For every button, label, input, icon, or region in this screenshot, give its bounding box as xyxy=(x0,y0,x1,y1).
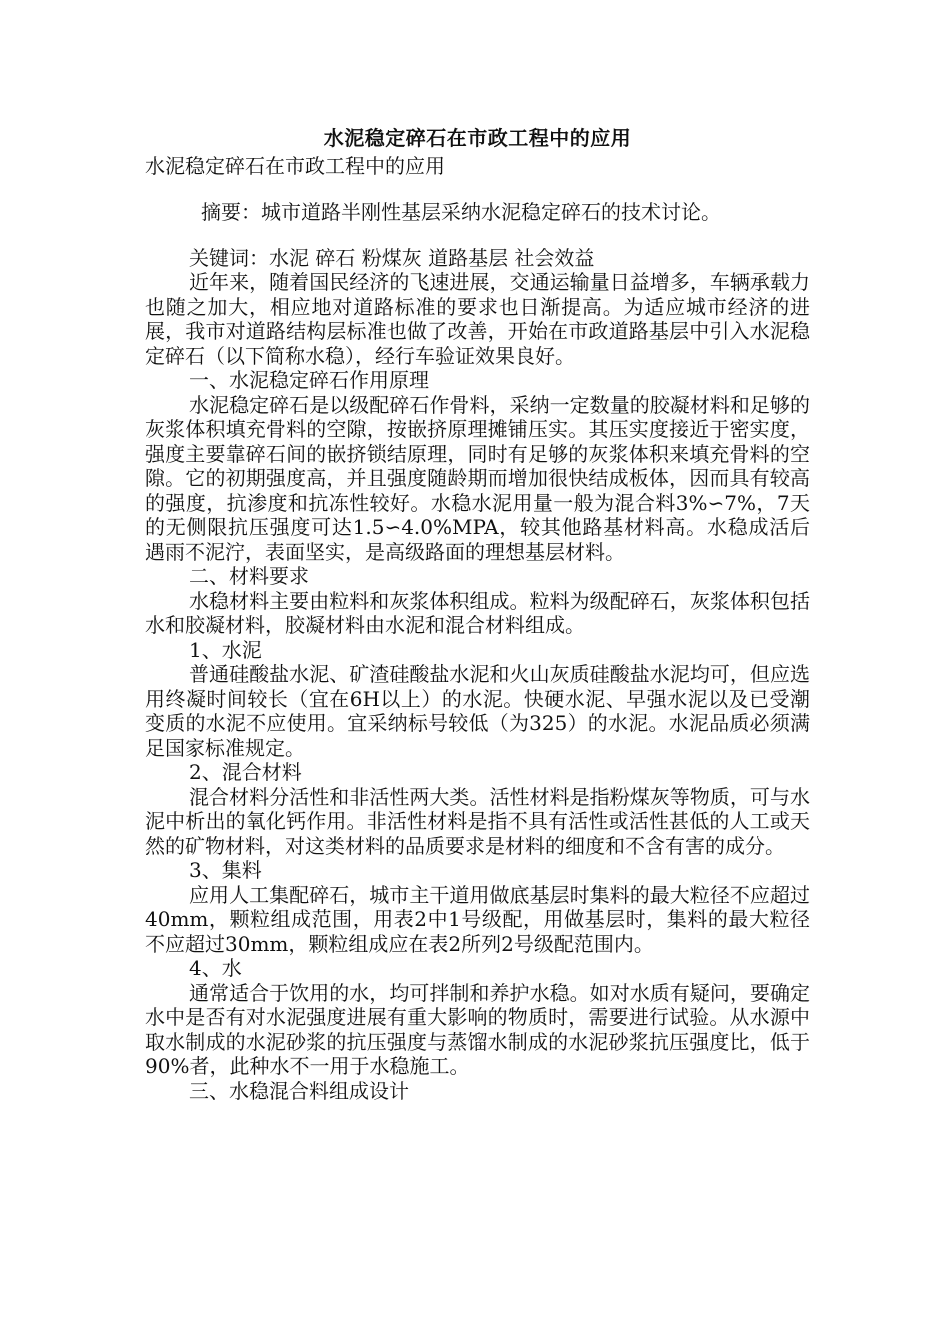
section-2-paragraph: 水稳材料主要由粒料和灰浆体积组成。粒料为级配碎石，灰浆体积包括水和胶凝材料，胶凝材料由水泥和混合材料组成。 xyxy=(145,588,810,637)
document-subtitle: 水泥稳定碎石在市政工程中的应用 xyxy=(145,154,445,178)
keywords-line: 关键词：水泥 碎石 粉煤灰 道路基层 社会效益 xyxy=(189,246,595,270)
item-2-paragraph: 混合材料分活性和非活性两大类。活性材料是指粉煤灰等物质，可与水泥中析出的氧化钙作用。非活性材料是指不具有活性或活性甚低的人工或天然的矿物材料，对这类材料的品质要求是材料的细度和不含有害的成分。 xyxy=(145,784,810,858)
section-3-heading: 三、水稳混合料组成设计 xyxy=(189,1078,409,1103)
document-title: 水泥稳定碎石在市政工程中的应用 xyxy=(323,126,632,150)
section-1-paragraph: 水泥稳定碎石是以级配碎石作骨料，采纳一定数量的胶凝材料和足够的灰浆体积填充骨料的空隙，按嵌挤原理摊铺压实。其压实度接近于密实度，强度主要靠碎石间的嵌挤锁结原理，同时有足够的灰浆体积来填充骨料的空隙。它的初期强度高，并且强度随龄期而增加很快结成板体，因而具有较高的强度，抗渗度和抗冻性较好。水稳水泥用量一般为混合料3%∽7%，7天的无侧限抗压强度可达1.5∽4.0%MPA，较其他路基材料高。水稳成活后遇雨不泥泞，表面坚实，是高级路面的理想基层材料。 xyxy=(145,392,810,564)
item-4-heading: 4、水 xyxy=(189,956,242,980)
item-2-heading: 2、混合材料 xyxy=(189,760,302,784)
intro-paragraph: 近年来，随着国民经济的飞速进展，交通运输量日益增多，车辆承载力也随之加大，相应地对道路标准的要求也日渐提高。为适应城市经济的进展，我市对道路结构层标准也做了改善，开始在市政道路基层中引入水泥稳定碎石（以下简称水稳），经行车验证效果良好。 xyxy=(145,270,810,368)
item-4-paragraph: 通常适合于饮用的水，均可拌制和养护水稳。如对水质有疑问，要确定水中是否有对水泥强度进展有重大影响的物质时，需要进行试验。从水源中取水制成的水泥砂浆的抗压强度与蒸馏水制成的水泥砂浆抗压强度比，低于90%者，此种水不一用于水稳施工。 xyxy=(145,980,810,1078)
item-1-paragraph: 普通硅酸盐水泥、矿渣硅酸盐水泥和火山灰质硅酸盐水泥均可，但应选用终凝时间较长（宜在6H以上）的水泥。快硬水泥、早强水泥以及已受潮变质的水泥不应使用。宜采纳标号较低（为325）的水泥。水泥品质必须满足国家标准规定。 xyxy=(145,662,810,760)
section-2-heading: 二、材料要求 xyxy=(189,564,309,588)
item-1-heading: 1、水泥 xyxy=(189,637,262,662)
item-3-heading: 3、集料 xyxy=(189,858,262,882)
item-3-paragraph: 应用人工集配碎石，城市主干道用做底基层时集料的最大粒径不应超过40mm，颗粒组成范围，用表2中1号级配，用做基层时，集料的最大粒径不应超过30mm，颗粒组成应在表2所列2号级配范围内。 xyxy=(145,882,810,956)
abstract-paragraph: 摘要：城市道路半刚性基层采纳水泥稳定碎石的技术讨论。 xyxy=(201,200,721,224)
section-1-heading: 一、水泥稳定碎石作用原理 xyxy=(189,368,429,392)
